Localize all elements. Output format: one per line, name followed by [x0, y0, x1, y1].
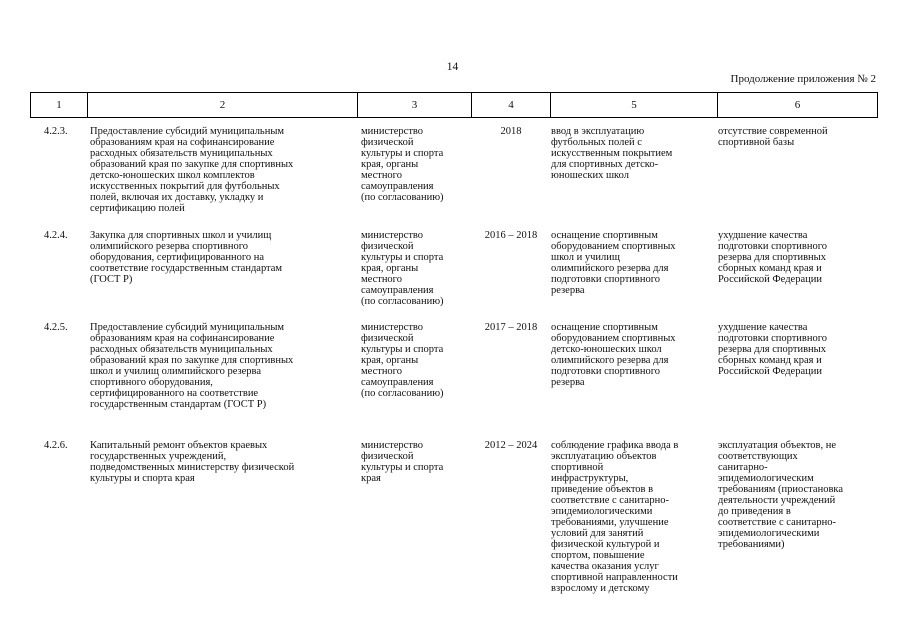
consequence-text-line: Российской Федерации [718, 366, 822, 377]
result-text-line: оснащение спортивным [551, 230, 658, 241]
result-text-line: для спортивных детско- [551, 159, 659, 170]
period-text: 2018 [500, 126, 522, 137]
consequence-text-line: соответствующих [718, 451, 798, 462]
executor-text-line: местного [361, 170, 402, 181]
activity-text-line: детско-юношеских школ комплектов [90, 170, 255, 181]
consequence-text [718, 440, 876, 550]
result-text-line: эпидемиологическими [551, 506, 653, 517]
activity-text-line: сертифицированного на соответствие [90, 388, 259, 399]
result-text-line: юношеских школ [551, 170, 629, 181]
executor-text-line: самоуправления [361, 285, 434, 296]
executor-text-line: министерство [361, 126, 424, 137]
consequence-text-line: эксплуатация объектов, не [718, 440, 837, 451]
consequence-text-line: подготовки спортивного [718, 333, 828, 344]
column-number-5: 5 [551, 93, 718, 118]
consequence-text-line: эпидемиологическими [718, 528, 820, 539]
consequence-text-line: эпидемиологическим [718, 473, 814, 484]
executor-text-line: (по согласованию) [361, 296, 444, 307]
result-text-line: эксплуатацию объектов [551, 451, 657, 462]
consequence-text-line: соответствие с санитарно- [718, 517, 836, 528]
result-text-line: олимпийского резерва для [551, 355, 669, 366]
executor-text-line: края, органы [361, 355, 419, 366]
activity-text-line: образованиям края на софинансирование [90, 333, 275, 344]
result-text-line: условий для занятий [551, 528, 644, 539]
activity-text-line: соответствие государственным стандартам [90, 263, 283, 274]
result-text-line: олимпийского резерва для [551, 263, 669, 274]
result-text-line: резерва [551, 377, 585, 388]
executor-text-line: края, органы [361, 263, 419, 274]
period-text: 2016 – 2018 [484, 230, 538, 241]
activity-text-line: полей, включая их доставку, укладку и [90, 192, 264, 203]
activity-text-line: спортивного оборудования, [90, 377, 213, 388]
executor-text-line: самоуправления [361, 181, 434, 192]
executor-text-line: культуры и спорта [361, 462, 444, 473]
executor-text [361, 322, 471, 399]
consequence-text [718, 126, 876, 148]
activity-text-line: Предоставление субсидий муниципальным [90, 322, 285, 333]
consequence-text-line: ухудшение качества [718, 322, 808, 333]
executor-text-line: физической [361, 241, 414, 252]
result-text-line: ввод в эксплуатацию [551, 126, 645, 137]
result-text-line: качества оказания услуг [551, 561, 659, 572]
activity-text-line: школ и училищ олимпийского резерва [90, 366, 262, 377]
activity-text-line: образованиям края на софинансирование [90, 137, 275, 148]
activity-text-line: расходных обязательств муниципальных [90, 148, 273, 159]
consequence-text [718, 322, 876, 377]
executor-text-line: (по согласованию) [361, 388, 444, 399]
executor-text-line: местного [361, 274, 402, 285]
result-text-line: оснащение спортивным [551, 322, 658, 333]
executor-text-line: физической [361, 137, 414, 148]
consequence-text-line: Российской Федерации [718, 274, 822, 285]
executor-text-line: культуры и спорта [361, 252, 444, 263]
table-column-header [30, 92, 878, 118]
result-text-line: детско-юношеских школ [551, 344, 662, 355]
consequence-text-line: санитарно- [718, 462, 768, 473]
activity-text-line: подведомственных министерству физической [90, 462, 295, 473]
executor-text-line: министерство [361, 440, 424, 451]
result-text [551, 322, 713, 388]
activity-text-line: образований края по закупке для спортивных [90, 159, 294, 170]
consequence-text-line: до приведения в [718, 506, 791, 517]
row-number: 4.2.3. [44, 126, 68, 137]
row-number: 4.2.6. [44, 440, 68, 451]
result-text-line: физической культурой и [551, 539, 660, 550]
consequence-text-line: ухудшение качества [718, 230, 808, 241]
consequence-text-line: резерва для спортивных [718, 344, 826, 355]
result-text-line: подготовки спортивного [551, 366, 661, 377]
consequence-text-line: требованиям (приостановка [718, 484, 844, 495]
result-text-line: искусственным покрытием [551, 148, 673, 159]
executor-text-line: местного [361, 366, 402, 377]
executor-text-line: края, органы [361, 159, 419, 170]
activity-text-line: Предоставление субсидий муниципальным [90, 126, 285, 137]
consequence-text-line: сборных команд края и [718, 263, 822, 274]
executor-text [361, 440, 471, 484]
executor-text-line: министерство [361, 230, 424, 241]
activity-text [90, 322, 352, 410]
result-text-line: соответствие с санитарно- [551, 495, 669, 506]
result-text-line: оборудованием спортивных [551, 333, 676, 344]
period-text: 2012 – 2024 [484, 440, 538, 451]
consequence-text-line: отсутствие современной [718, 126, 828, 137]
result-text [551, 440, 713, 594]
column-number-2: 2 [88, 93, 358, 118]
result-text-line: школ и училищ [551, 252, 620, 263]
activity-text-line: (ГОСТ Р) [90, 274, 133, 285]
consequence-text-line: требованиями) [718, 539, 785, 550]
column-number-4: 4 [472, 93, 551, 118]
result-text-line: спортивной [551, 462, 604, 473]
executor-text-line: культуры и спорта [361, 344, 444, 355]
result-text-line: соблюдение графика ввода в [551, 440, 679, 451]
consequence-text-line: деятельности учреждений [718, 495, 836, 506]
result-text-line: резерва [551, 285, 585, 296]
activity-text [90, 126, 352, 214]
activity-text-line: сертификацию полей [90, 203, 185, 214]
column-number-6: 6 [718, 93, 878, 118]
activity-text-line: государственным стандартам (ГОСТ Р) [90, 399, 267, 410]
result-text [551, 126, 713, 181]
activity-text-line: оборудования, сертифицированного на [90, 252, 265, 263]
executor-text-line: (по согласованию) [361, 192, 444, 203]
appendix-continuation-note: Продолжение приложения № 2 [730, 73, 876, 85]
activity-text-line: Капитальный ремонт объектов краевых [90, 440, 268, 451]
activity-text-line: олимпийского резерва спортивного [90, 241, 249, 252]
page-number: 14 [446, 61, 459, 73]
result-text-line: оборудованием спортивных [551, 241, 676, 252]
executor-text-line: культуры и спорта [361, 148, 444, 159]
executor-text-line: края [361, 473, 381, 484]
column-number-row [31, 93, 878, 118]
column-number-1: 1 [31, 93, 88, 118]
result-text [551, 230, 713, 296]
activity-text [90, 230, 352, 285]
period-text: 2017 – 2018 [484, 322, 538, 333]
activity-text-line: культуры и спорта края [90, 473, 195, 484]
activity-text-line: расходных обязательств муниципальных [90, 344, 273, 355]
result-text-line: требованиями, улучшение [551, 517, 669, 528]
result-text-line: подготовки спортивного [551, 274, 661, 285]
column-number-3: 3 [358, 93, 472, 118]
executor-text [361, 230, 471, 307]
executor-text-line: физической [361, 333, 414, 344]
result-text-line: спортом, повышение [551, 550, 645, 561]
result-text-line: взрослому и детскому [551, 583, 650, 594]
executor-text [361, 126, 471, 203]
activity-text-line: искусственных покрытий для футбольных [90, 181, 280, 192]
row-number: 4.2.4. [44, 230, 68, 241]
consequence-text-line: спортивной базы [718, 137, 795, 148]
consequence-text-line: подготовки спортивного [718, 241, 828, 252]
result-text-line: спортивной направленности [551, 572, 678, 583]
activity-text [90, 440, 352, 484]
result-text-line: приведение объектов в [551, 484, 654, 495]
consequence-text [718, 230, 876, 285]
activity-text-line: образований края по закупке для спортивных [90, 355, 294, 366]
consequence-text-line: сборных команд края и [718, 355, 822, 366]
consequence-text-line: резерва для спортивных [718, 252, 826, 263]
result-text-line: инфраструктуры, [551, 473, 629, 484]
activity-text-line: государственных учреждений, [90, 451, 227, 462]
executor-text-line: физической [361, 451, 414, 462]
result-text-line: футбольных полей с [551, 137, 642, 148]
executor-text-line: самоуправления [361, 377, 434, 388]
row-number: 4.2.5. [44, 322, 68, 333]
executor-text-line: министерство [361, 322, 424, 333]
activity-text-line: Закупка для спортивных школ и училищ [90, 230, 272, 241]
